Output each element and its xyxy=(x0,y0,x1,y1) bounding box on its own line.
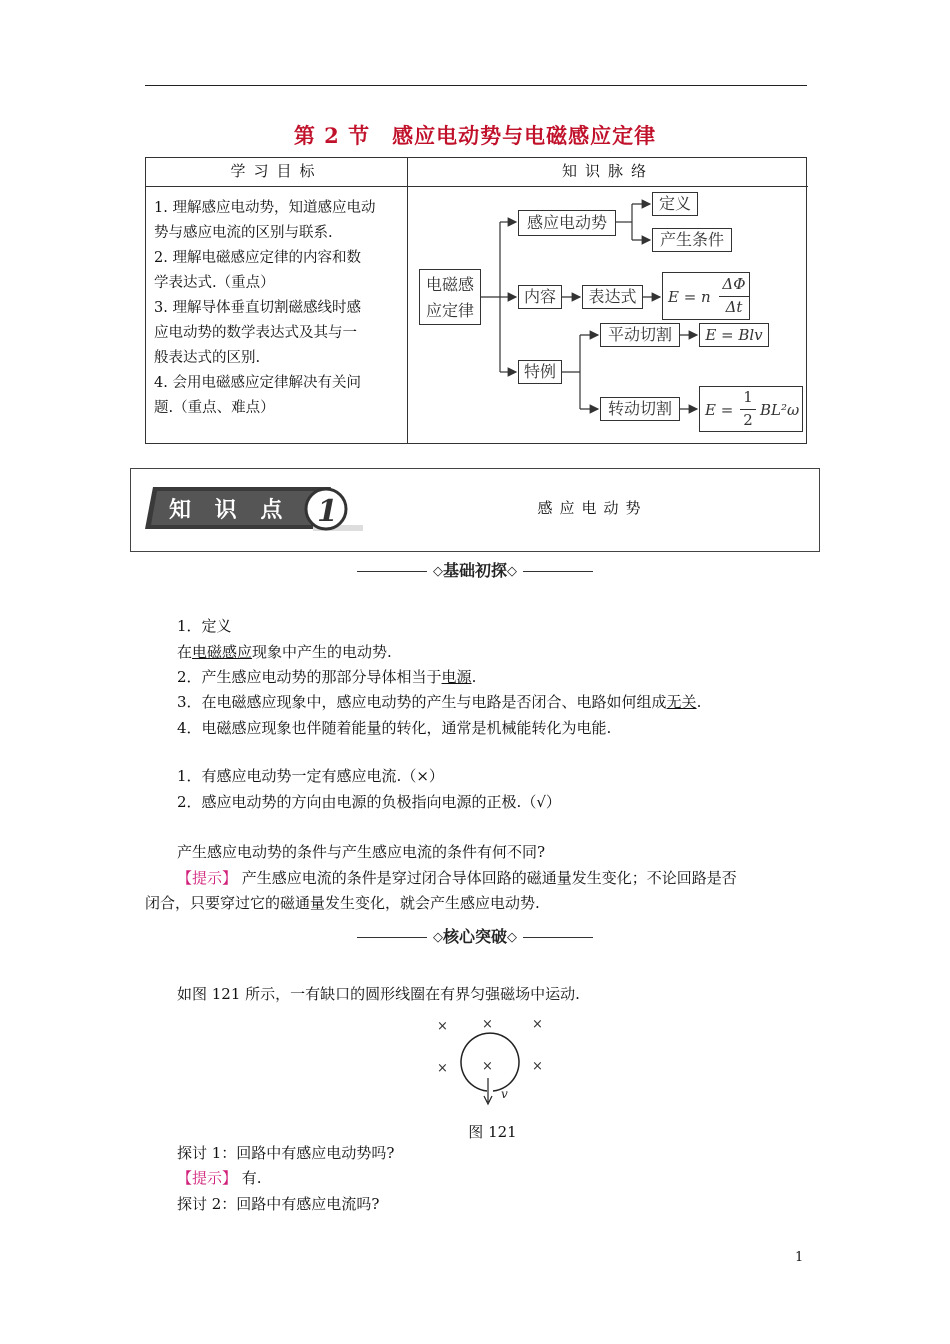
text-run: 现象中产生的电动势. xyxy=(252,643,392,661)
objective-line: 应电动势的数学表达式及其与一 xyxy=(154,325,357,341)
text-run: 3．在电磁感应现象中，感应电动势的产生与电路是否闭合、电路如何组成 xyxy=(177,693,667,711)
basics-item xyxy=(177,689,701,715)
knowledge-point-label: 知 识 点 xyxy=(169,498,291,523)
text-run: . xyxy=(471,668,477,686)
underlined-term: 电源 xyxy=(441,668,472,686)
formula-faraday-denominator: Δt xyxy=(725,298,743,316)
formula-faraday xyxy=(662,272,750,320)
svg-text:×: × xyxy=(437,1061,448,1076)
answer-line: 闭合，只要穿过它的磁通量发生变化，就会产生感应电动势. xyxy=(145,894,540,912)
objective-line: 1. 理解感应电动势，知道感应电动 xyxy=(154,200,376,216)
mindmap-root-line: 电磁感 xyxy=(425,275,474,294)
judgement-item: 2．感应电动势的方向由电源的负极指向电源的正极.（√） xyxy=(177,793,561,811)
objective-line: 3. 理解导体垂直切割磁感线时感 xyxy=(154,300,361,316)
mindmap-root-line: 应定律 xyxy=(425,301,474,320)
knowledge-point-number: 1 xyxy=(317,494,338,529)
text-run: 产生感应电流的条件是穿过闭合导体回路的磁通量发生变化；不论回路是否 xyxy=(237,869,737,887)
knowledge-point-title: 感应电动势 xyxy=(537,499,648,517)
formula-rotational-suffix: BL²ω xyxy=(760,401,800,419)
svg-text:×: × xyxy=(482,1059,493,1074)
underlined-term: 电磁感应 xyxy=(192,643,253,661)
objective-line: 学表达式.（重点） xyxy=(154,275,275,291)
section-heading-text: 核心突破 xyxy=(442,927,507,946)
mindmap-node-special: 特例 xyxy=(518,360,562,384)
coil-figure xyxy=(425,1008,555,1108)
discussion-question: 探讨 1：回路中有感应电动势吗? xyxy=(177,1144,395,1162)
objective-line: 般表达式的区别. xyxy=(154,350,261,366)
knowledge-point-banner xyxy=(143,485,365,533)
basics-item xyxy=(177,639,392,665)
mindmap-node-conditions: 产生条件 xyxy=(652,228,732,252)
section-title: 感应电动势与电磁感应定律 xyxy=(392,123,657,148)
figure-caption: 图 121 xyxy=(468,1123,517,1141)
formula-blv: E = Blv xyxy=(699,323,769,347)
svg-text:×: × xyxy=(532,1059,543,1074)
text-run: . xyxy=(696,693,702,711)
svg-text:×: × xyxy=(532,1017,543,1032)
velocity-label: v xyxy=(501,1087,508,1101)
formula-faraday-numerator: ΔΦ xyxy=(722,275,746,293)
objective-line: 4. 会用电磁感应定律解决有关问 xyxy=(154,375,361,391)
text-run: 有. xyxy=(237,1169,262,1187)
mindmap-root xyxy=(419,269,481,325)
formula-rotational-prefix: E = xyxy=(705,401,734,419)
core-intro: 如图 121 所示，一有缺口的圆形线圈在有界匀强磁场中运动. xyxy=(177,985,580,1003)
formula-faraday-prefix: E = n xyxy=(668,288,711,306)
text-run: 2．产生感应电动势的那部分导体相当于 xyxy=(177,668,442,686)
formula-rotational-denominator: 2 xyxy=(743,411,753,429)
tip-label: 【提示】 xyxy=(177,869,238,887)
answer-line xyxy=(177,865,737,891)
section-heading-basics: ◇基础初探◇ xyxy=(0,558,950,581)
section-heading-core: ◇核心突破◇ xyxy=(0,924,950,947)
discussion-question: 探讨 2：回路中有感应电流吗? xyxy=(177,1195,380,1213)
section-number: 第 2 节 xyxy=(293,123,371,148)
mindmap-node-translational: 平动切割 xyxy=(600,323,680,347)
knowledge-map-header: 知识脉络 xyxy=(408,158,808,187)
tip-label: 【提示】 xyxy=(177,1169,238,1187)
text-run: 在 xyxy=(177,643,193,661)
underlined-term: 无关 xyxy=(666,693,697,711)
question: 产生感应电动势的条件与产生感应电流的条件有何不同? xyxy=(177,843,546,861)
section-heading-text: 基础初探 xyxy=(442,561,507,580)
mindmap-node-definition: 定义 xyxy=(652,192,698,216)
basics-item: 1．定义 xyxy=(177,617,232,635)
answer-line xyxy=(177,1165,262,1191)
objectives-header: 学习目标 xyxy=(146,158,407,187)
mindmap-node-rotational: 转动切割 xyxy=(600,397,680,421)
formula-rotational xyxy=(699,386,803,432)
page-number: 1 xyxy=(795,1250,804,1265)
mindmap-node-content: 内容 xyxy=(518,285,562,309)
mindmap-node-emf: 感应电动势 xyxy=(518,210,616,236)
basics-item: 4．电磁感应现象也伴随着能量的转化，通常是机械能转化为电能. xyxy=(177,719,612,737)
mindmap-connectors xyxy=(0,0,950,460)
basics-item xyxy=(177,664,476,690)
objective-line: 题.（重点、难点） xyxy=(154,400,275,416)
objective-line: 2. 理解电磁感应定律的内容和数 xyxy=(154,250,361,266)
svg-text:×: × xyxy=(482,1017,493,1032)
objective-line: 势与感应电流的区别与联系. xyxy=(154,225,333,241)
mindmap-node-expression: 表达式 xyxy=(582,285,643,309)
svg-text:×: × xyxy=(437,1019,448,1034)
formula-rotational-numerator: 1 xyxy=(743,388,753,406)
judgement-item: 1．有感应电动势一定有感应电流.（×） xyxy=(177,767,444,785)
